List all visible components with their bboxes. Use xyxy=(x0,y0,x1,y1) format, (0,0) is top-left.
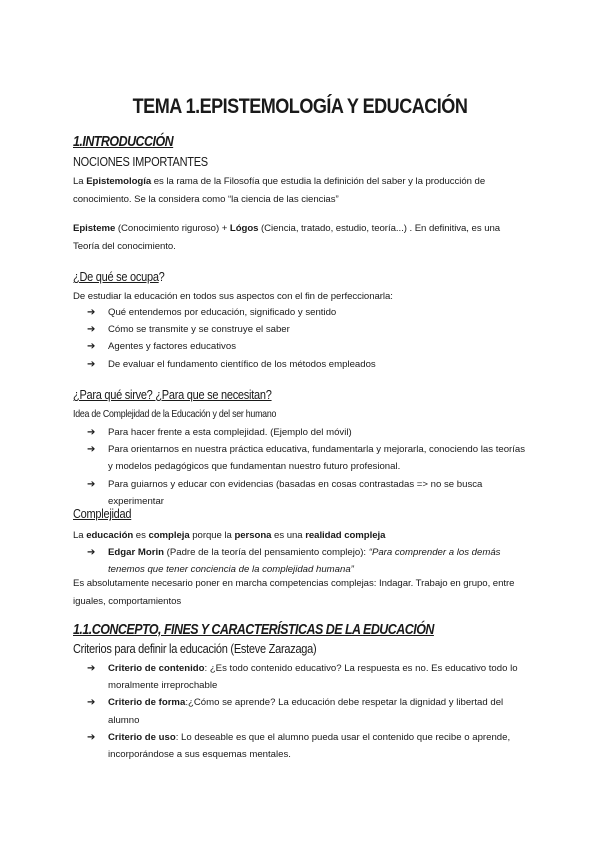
list-item-criterio: ➔ Criterio de uso: Lo deseable es que el alumno pueda usar el contenido que recibe o aprende, incorporándose a sus esquemas mentales. xyxy=(73,729,528,763)
arrow-bullet-icon: ➔ xyxy=(87,427,96,438)
term-logos: Lógos xyxy=(229,223,259,234)
section-heading-introduccion: 1.INTRODUCCIÓN xyxy=(73,134,174,150)
paragraph-episteme: Episteme (Conocimiento riguroso) + Lógos (Ciencia, tratado, estudio, teoría...) . En definitiva, es una Teoría del conocimiento. xyxy=(73,223,501,252)
document-title: TEMA 1.EPISTEMOLOGÍA Y EDUCACIÓN xyxy=(132,95,468,118)
list-item: ➔ Para hacer frente a esta complejidad. (Ejemplo del móvil) xyxy=(73,424,528,441)
arrow-bullet-icon: ➔ xyxy=(87,663,96,674)
subheading-nociones: NOCIONES IMPORTANTES xyxy=(73,155,208,169)
list-sirve xyxy=(73,424,528,510)
subheading-criterios: Criterios para definir la educación (Esteve Zarazaga) xyxy=(73,642,317,656)
arrow-bullet-icon: ➔ xyxy=(87,307,96,318)
subheading-idea-complejidad: Idea de Complejidad de la Educación y del ser humano xyxy=(73,408,277,420)
heading-complejidad: Complejidad xyxy=(73,507,132,521)
list-item: ➔ Para orientarnos en nuestra práctica educativa, fundamentarla y mejorarla, conociendo las teorías y modelos pedagógicos que fundamentan nuestro futuro profesional. xyxy=(73,441,528,475)
list-morin xyxy=(73,544,528,578)
list-item: ➔ Cómo se transmite y se construye el saber xyxy=(73,321,528,338)
arrow-bullet-icon: ➔ xyxy=(87,547,96,558)
arrow-bullet-icon: ➔ xyxy=(87,478,96,490)
list-item: ➔ Para guiarnos y educar con evidencias (basadas en cosas contrastadas => no se busca experimentar xyxy=(73,476,528,510)
arrow-bullet-icon: ➔ xyxy=(87,697,96,709)
arrow-bullet-icon: ➔ xyxy=(87,731,96,743)
heading-de-que-se-ocupa: ¿De qué se ocupa? xyxy=(73,270,165,284)
list-item-morin: ➔ Edgar Morin (Padre de la teoría del pensamiento complejo): “Para comprender a los demás tenemos que tener conciencia de la complejidad humana” xyxy=(73,544,528,578)
arrow-bullet-icon: ➔ xyxy=(87,444,96,456)
section-heading-concepto-fines: 1.1.CONCEPTO, FINES Y CARACTERÍSTICAS DE LA EDUCACIÓN xyxy=(73,622,434,638)
list-item: ➔ Qué entendemos por educación, significado y sentido xyxy=(73,304,528,321)
heading-para-que-sirve: ¿Para qué sirve? ¿Para que se necesitan? xyxy=(73,388,272,402)
term-epistemologia: Epistemología xyxy=(86,176,152,187)
paragraph-competencias: Es absolutamente necesario poner en marcha competencias complejas: Indagar. Trabajo en grupo, entre iguales, comportamientos xyxy=(73,578,515,607)
term-episteme: Episteme xyxy=(73,223,116,234)
arrow-bullet-icon: ➔ xyxy=(87,358,96,370)
list-criterios xyxy=(73,660,528,763)
list-ocupa xyxy=(73,304,528,373)
paragraph-complejidad-statement: La educación es compleja porque la persona es una realidad compleja xyxy=(73,530,386,541)
paragraph-ocupa-intro: De estudiar la educación en todos sus aspectos con el fin de perfeccionarla: xyxy=(73,291,393,302)
arrow-bullet-icon: ➔ xyxy=(87,324,96,336)
paragraph-epistemologia: La Epistemología es la rama de la Filosofía que estudia la definición del saber y la producción de conocimiento. Se la considera como “la ciencia de las ciencias” xyxy=(73,176,486,205)
list-item: ➔ De evaluar el fundamento científico de los métodos empleados xyxy=(73,356,528,373)
list-item-criterio: ➔ Criterio de forma:¿Cómo se aprende? La educación debe respetar la dignidad y libertad del alumno xyxy=(73,694,528,728)
list-item: ➔ Agentes y factores educativos xyxy=(73,338,528,355)
list-item-criterio: ➔ Criterio de contenido: ¿Es todo contenido educativo? La respuesta es no. Es educativo todo lo moralmente irreprochable xyxy=(73,660,528,694)
arrow-bullet-icon: ➔ xyxy=(87,341,96,353)
